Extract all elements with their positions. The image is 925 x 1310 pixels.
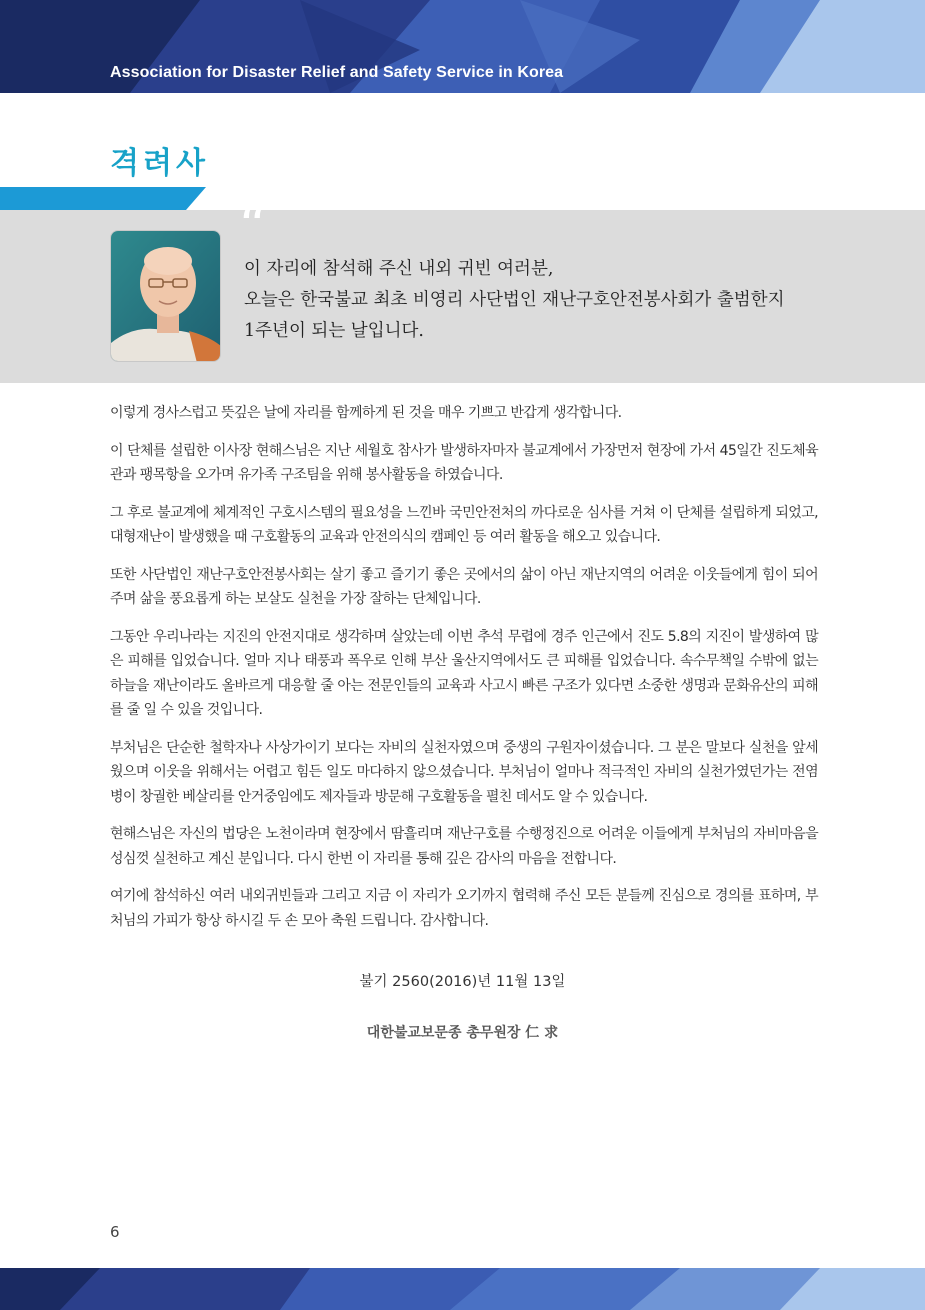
organization-name: Association for Disaster Relief and Safety Service in Korea (110, 64, 564, 81)
footer-banner (0, 1268, 925, 1310)
body-paragraph: 여기에 참석하신 여러 내외귀빈들과 그리고 지금 이 자리가 오기까지 협력해 주신 모든 분들께 진심으로 경의를 표하며, 부처님의 가피가 항상 하시길 두 손 모아 축원 드립니다. 감사합니다. (110, 888, 818, 929)
body-paragraph: 그동안 우리나라는 지진의 안전지대로 생각하며 살았는데 이번 추석 무렵에 경주 인근에서 진도 5.8의 지진이 발생하여 많은 피해를 입었습니다. 얼마 지나 태풍과 폭우로 인해 부산 울산지역에서도 큰 피해를 입었습니다. 속수무책일 수밖에 없는 하늘을 재난이라도 올바르게 대응할 줄 아는 전문인들의 교육과 사고시 빠른 구조가 있다면 소중한 생명과 문화유산의 피해를 줄 일 수 있을 것입니다. (110, 628, 818, 718)
quote-line: 오늘은 한국불교 최초 비영리 사단법인 재난구호안전봉사회가 출범한지 (244, 290, 785, 310)
quote-line: 이 자리에 참석해 주신 내외 귀빈 여러분, (244, 259, 554, 279)
page-title: 격려사 (110, 146, 209, 181)
page-number: 6 (110, 1223, 120, 1241)
body-text (110, 401, 818, 946)
portrait-photo (110, 230, 221, 362)
body-paragraph: 현해스님은 자신의 법당은 노천이라며 현장에서 땀흘리며 재난구호를 수행정진으로 어려운 이들에게 부처님의 자비마음을 성심껏 실천하고 계신 분입니다. 다시 한번 이 자리를 통해 깊은 감사의 마음을 전합니다. (110, 826, 818, 867)
quote-mark-icon: “ (238, 195, 267, 260)
body-paragraph: 또한 사단법인 재난구호안전봉사회는 살기 좋고 즐기기 좋은 곳에서의 삶이 아닌 재난지역의 어려운 이웃들에게 힘이 되어주며 삶을 풍요롭게 하는 보살도 실천을 가장 잘하는 단체입니다. (110, 566, 818, 607)
quote-text (244, 254, 824, 347)
body-paragraph: 그 후로 불교계에 체계적인 구호시스템의 필요성을 느낀바 국민안전처의 까다로운 심사를 거쳐 이 단체를 설립하게 되었고, 대형재난이 발생했을 때 구호활동의 교육과 안전의식의 캠페인 등 여러 활동을 해오고 있습니다. (110, 504, 818, 545)
title-accent-bar (0, 187, 210, 210)
monk-portrait-icon (111, 231, 221, 362)
body-paragraph: 이 단체를 설립한 이사장 현해스님은 지난 세월호 참사가 발생하자마자 불교계에서 가장먼저 현장에 가서 45일간 진도체육관과 팽목항을 오가며 유가족 구조팀을 위해 봉사활동을 하였습니다. (110, 442, 818, 483)
signature: 대한불교보문종 총무원장 仁 求 (366, 1025, 559, 1041)
quote-box (0, 195, 925, 383)
footer-geometric-background (0, 1268, 925, 1310)
date-line: 불기 2560(2016)년 11월 13일 (359, 974, 566, 990)
body-paragraph: 이렇게 경사스럽고 뜻깊은 날에 자리를 함께하게 된 것을 매우 기쁘고 반갑게 생각합니다. (110, 405, 622, 421)
body-paragraph: 부처님은 단순한 철학자나 사상가이기 보다는 자비의 실천자였으며 중생의 구원자이셨습니다. 그 분은 말보다 실천을 앞세웠으며 이웃을 위해서는 어렵고 힘든 일도 마다하지 않으셨습니다. 부처님이 얼마나 적극적인 자비의 실천가였던가는 전염병이 창궐한 베살리를 안거중임에도 제자들과 방문해 구호활동을 펼친 데서도 알 수 있습니다. (110, 739, 818, 805)
header-banner (0, 0, 925, 93)
quote-line: 1주년이 되는 날입니다. (244, 321, 424, 341)
